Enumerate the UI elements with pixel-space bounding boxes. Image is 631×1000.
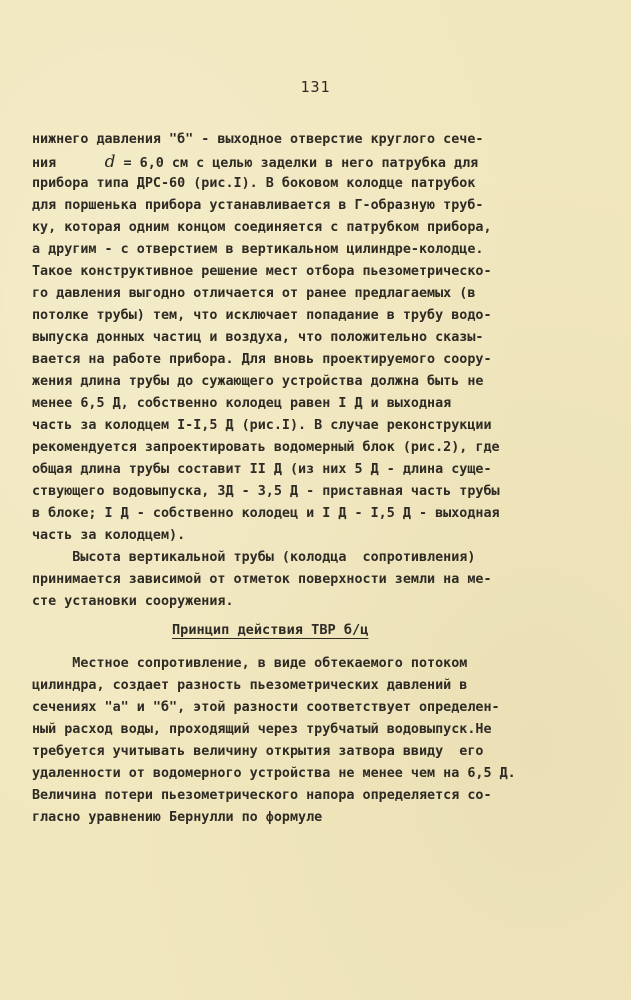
text-line: сте установки сооружения.: [32, 594, 234, 609]
text-line: выпуска донных частиц и воздуха, что положительно сказы-: [32, 330, 484, 345]
text-line: потолке трубы) тем, что исключает попадание в трубу водо-: [32, 308, 492, 323]
diameter-symbol: d: [104, 152, 116, 172]
text-line: а другим - с отверстием в вертикальном цилиндре-колодце.: [32, 242, 484, 257]
text-line: требуется учитывать величину открытия затвора ввиду его: [32, 744, 484, 759]
text-line: Местное сопротивление, в виде обтекаемого потоком: [32, 656, 468, 671]
text-line: ствующего водовыпуска, 3Д - 3,5 Д - приставная часть трубы: [32, 484, 500, 499]
text-line: нижнего давления "б" - выходное отверстие круглого сече-: [32, 132, 484, 147]
text-line: общая длина трубы составит II Д (из них 5 Д - длина суще-: [32, 462, 492, 477]
text-line: ния: [32, 156, 57, 171]
text-line: ный расход воды, проходящий через трубчатый водовыпуск.Не: [32, 722, 492, 737]
text-line: удаленности от водомерного устройства не менее чем на 6,5 Д.: [32, 766, 516, 781]
text-line: Такое конструктивное решение мест отбора пьезометрическо-: [32, 264, 492, 279]
text-line: менее 6,5 Д, собственно колодец равен I Д и выходная: [32, 396, 452, 411]
text-line: сечениях "а" и "б", этой разности соответствует определен-: [32, 700, 500, 715]
text-line: ку, которая одним концом соединяется с патрубком прибора,: [32, 220, 492, 235]
text-line: цилиндра, создает разность пьезометрических давлений в: [32, 678, 468, 693]
text-line: принимается зависимой от отметок поверхности земли на ме-: [32, 572, 492, 587]
text-line: го давления выгодно отличается от ранее предлагаемых (в: [32, 286, 476, 301]
text-line: Высота вертикальной трубы (колодца сопротивления): [32, 550, 476, 565]
page-number: 131: [300, 78, 331, 96]
text-line: вается на работе прибора. Для вновь проектируемого соору-: [32, 352, 492, 367]
text-line: жения длина трубы до сужающего устройства должна быть не: [32, 374, 484, 389]
text-line: для поршенька прибора устанавливается в Г-образную труб-: [32, 198, 484, 213]
text-line: = 6,0 см с целью заделки в него патрубка для: [123, 156, 479, 171]
text-line: часть за колодцем I-I,5 Д (рис.I). В случае реконструкции: [32, 418, 492, 433]
text-line-with-formula: [32, 153, 478, 173]
text-line: в блоке; I Д - собственно колодец и I Д - I,5 Д - выходная: [32, 506, 500, 521]
text-line: часть за колодцем).: [32, 528, 186, 543]
text-line: рекомендуется запроектировать водомерный блок (рис.2), где: [32, 440, 500, 455]
text-line: прибора типа ДРС-60 (рис.I). В боковом колодце патрубок: [32, 176, 476, 191]
text-line: гласно уравнению Бернулли по формуле: [32, 810, 323, 825]
section-heading: Принцип действия ТВР б/ц: [172, 622, 369, 638]
text-line: Величина потери пьезометрического напора определяется со-: [32, 788, 492, 803]
